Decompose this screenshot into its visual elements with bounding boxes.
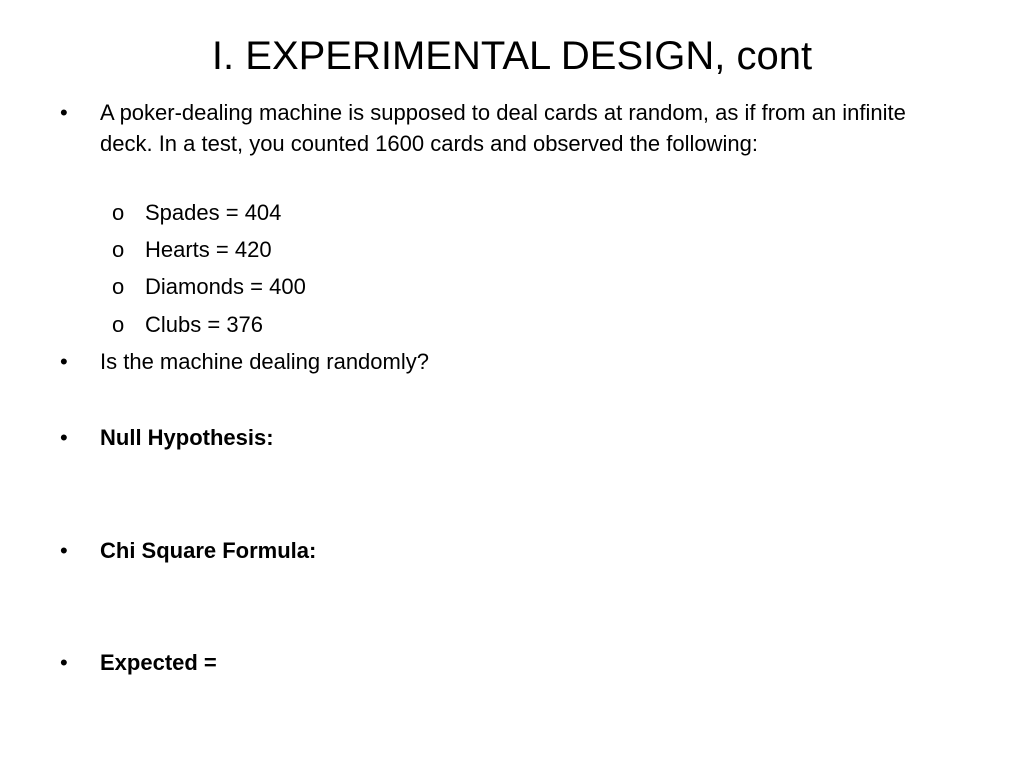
intro-text: A poker-dealing machine is supposed to deal cards at random, as if from an infinite deck. In a test, you counted 1600 cards and observed the following: bbox=[100, 100, 906, 156]
observed-diamonds: Diamonds = 400 bbox=[145, 274, 306, 299]
sub-bullet-hearts bbox=[112, 234, 812, 265]
sub-bullet-clubs bbox=[112, 309, 812, 340]
bullet-symbol: • bbox=[60, 349, 68, 374]
expected-label: Expected = bbox=[100, 650, 217, 675]
sub-bullet-symbol: o bbox=[112, 312, 125, 337]
sub-bullet-diamonds bbox=[112, 271, 812, 302]
question-text: Is the machine dealing randomly? bbox=[100, 349, 429, 374]
observed-hearts: Hearts = 420 bbox=[145, 237, 272, 262]
bullet-null-hypothesis bbox=[60, 422, 960, 453]
bullet-symbol: • bbox=[60, 538, 68, 563]
observed-spades: Spades = 404 bbox=[145, 200, 282, 225]
sub-bullet-spades bbox=[112, 197, 812, 228]
null-hypothesis-label: Null Hypothesis: bbox=[100, 425, 274, 450]
bullet-chi-square bbox=[60, 535, 960, 566]
bullet-symbol: • bbox=[60, 100, 68, 125]
sub-bullet-symbol: o bbox=[112, 274, 125, 299]
bullet-question bbox=[60, 346, 960, 377]
sub-bullet-symbol: o bbox=[112, 200, 125, 225]
observed-clubs: Clubs = 376 bbox=[145, 312, 264, 337]
sub-bullet-symbol: o bbox=[112, 237, 125, 262]
chi-square-label: Chi Square Formula: bbox=[100, 538, 317, 563]
bullet-expected bbox=[60, 647, 960, 678]
bullet-symbol: • bbox=[60, 425, 68, 450]
bullet-intro bbox=[60, 97, 960, 190]
slide-title: I. EXPERIMENTAL DESIGN, cont bbox=[211, 34, 813, 78]
bullet-symbol: • bbox=[60, 650, 68, 675]
